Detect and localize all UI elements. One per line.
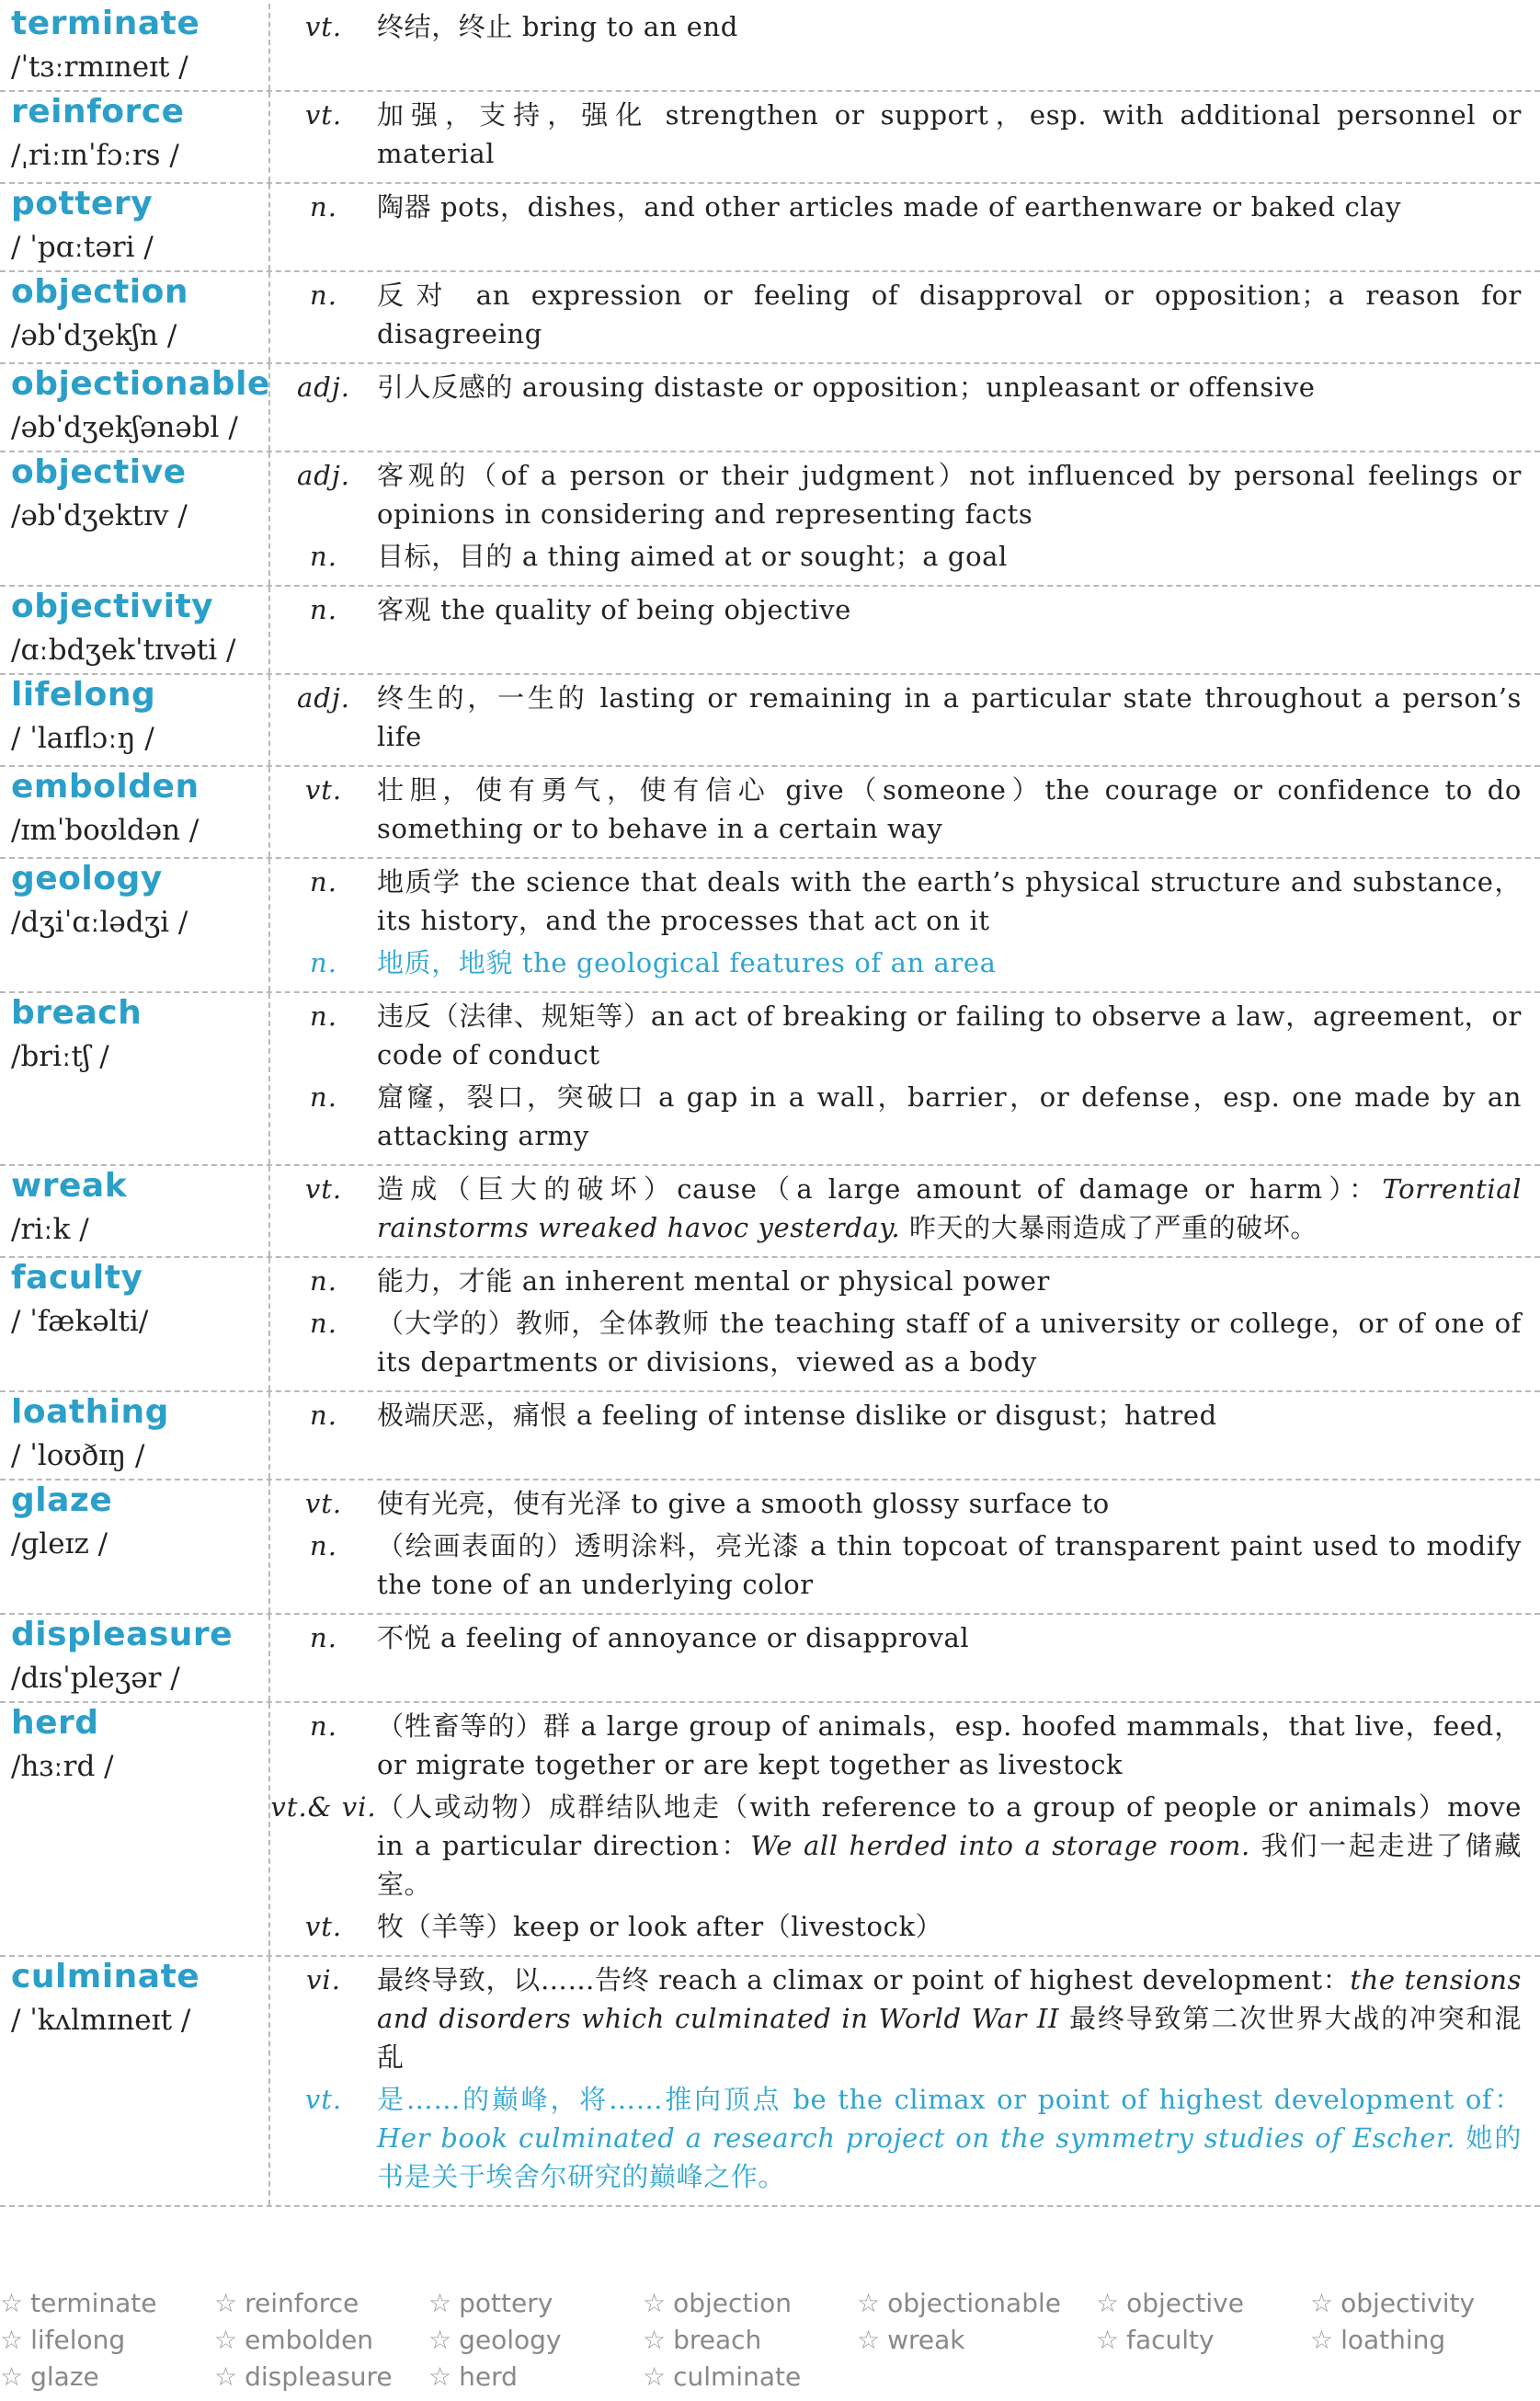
- definition: [377, 272, 1522, 353]
- index-word: geology: [459, 2325, 562, 2355]
- headword: loathing: [11, 1393, 169, 1431]
- definition: [377, 993, 1522, 1074]
- definition: [377, 940, 1522, 982]
- index-item[interactable]: [0, 2361, 99, 2392]
- definition: [377, 587, 1522, 629]
- headword: objective: [11, 453, 187, 491]
- sense: [270, 2076, 1522, 2196]
- example-sentence: the tensions and disorders which culminated in World War II: [377, 1964, 1522, 2034]
- phonetic: /ˌriːɪnˈfɔːrs /: [11, 139, 179, 172]
- definition: [377, 1615, 1522, 1657]
- definition-text: 地质，地貌 the geological features of an area: [377, 947, 997, 978]
- index-item[interactable]: [0, 2288, 157, 2318]
- index-item[interactable]: [643, 2325, 761, 2355]
- entry-headword-cell: [0, 1166, 270, 1256]
- index-word: loathing: [1340, 2325, 1446, 2355]
- part-of-speech: vt.: [304, 1488, 343, 1519]
- definition: [377, 452, 1522, 533]
- entry-row: [0, 1166, 1540, 1258]
- part-of-speech: adj.: [296, 682, 351, 714]
- sense: [270, 184, 1522, 226]
- example-translation: 最终导致第二次世界大战的冲突和混乱: [377, 2003, 1523, 2073]
- star-icon: ☆: [0, 2325, 24, 2355]
- definition-text: 客观的（of a person or their judgment）not influenced by personal feelings or opinions in considering and representing facts: [377, 460, 1522, 530]
- entry-list: [0, 4, 1540, 2207]
- entry-headword-cell: [0, 1258, 270, 1390]
- part-of-speech: n.: [310, 1530, 337, 1561]
- definition: [377, 2076, 1522, 2196]
- part-of-speech: vt.& vi.: [270, 1791, 377, 1823]
- phonetic: /dɪsˈpleʒər /: [11, 1662, 180, 1695]
- entry-headword-cell: [0, 767, 270, 857]
- sense: [270, 1481, 1522, 1523]
- entry-row: [0, 1258, 1540, 1392]
- index-word: embolden: [245, 2325, 374, 2355]
- star-icon: ☆: [1096, 2325, 1120, 2355]
- part-of-speech: n.: [310, 1081, 337, 1113]
- phonetic: /ˈtɜːrmɪneɪt /: [11, 51, 188, 84]
- entry-row: [0, 4, 1540, 92]
- index-item[interactable]: [0, 2325, 125, 2355]
- definition-text: 引人反感的 arousing distaste or opposition；unpleasant or offensive: [377, 372, 1316, 403]
- sense: [270, 364, 1522, 406]
- definition: [377, 1300, 1522, 1381]
- part-of-speech: vt.: [304, 774, 343, 806]
- example-sentence: Torrential rainstorms wreaked havoc yesterday.: [377, 1173, 1522, 1243]
- sense: [270, 1957, 1522, 2076]
- headword: terminate: [11, 5, 200, 42]
- entry-headword-cell: [0, 4, 270, 90]
- senses-cell: [270, 1615, 1540, 1701]
- phonetic: / ˈkʌlmɪneɪt /: [11, 2004, 191, 2037]
- entry-headword-cell: [0, 272, 270, 362]
- star-icon: ☆: [643, 2288, 667, 2318]
- part-of-speech: n.: [310, 866, 337, 898]
- sense: [270, 993, 1522, 1074]
- index-word: objection: [673, 2288, 793, 2318]
- phonetic: /ɑːbdʒekˈtɪvəti /: [11, 634, 236, 667]
- definition-text: （人或动物）成群结队地走（with reference to a group of people or animals）move in a particular direction：: [377, 1791, 1522, 1861]
- entry-row: [0, 92, 1540, 184]
- index-word: objectionable: [887, 2288, 1061, 2318]
- phonetic: /riːk /: [11, 1213, 89, 1246]
- definition: [377, 1904, 1522, 1946]
- sense: [270, 4, 1522, 46]
- star-icon: ☆: [1310, 2325, 1334, 2355]
- headword: reinforce: [11, 93, 185, 131]
- part-of-speech: n.: [310, 1622, 337, 1653]
- senses-cell: [270, 452, 1540, 585]
- sense: [270, 859, 1522, 940]
- senses-cell: [270, 1957, 1540, 2205]
- headword: objection: [11, 273, 189, 311]
- part-of-speech: n.: [310, 1710, 337, 1742]
- definition-text: 违反（法律、规矩等）an act of breaking or failing to observe a law，agreement，or code of conduct: [377, 1000, 1522, 1070]
- definition: [377, 1392, 1522, 1435]
- sense: [270, 1904, 1522, 1946]
- star-icon: ☆: [214, 2288, 238, 2318]
- star-icon: ☆: [0, 2361, 24, 2392]
- entry-headword-cell: [0, 587, 270, 673]
- index-item[interactable]: [214, 2288, 359, 2318]
- headword: breach: [11, 994, 143, 1032]
- sense: [270, 940, 1522, 982]
- definition-text: 客观 the quality of being objective: [377, 594, 851, 625]
- definition-text: 使有光亮，使有光泽 to give a smooth glossy surface to: [377, 1488, 1110, 1519]
- headword: herd: [11, 1704, 99, 1742]
- sense: [270, 1784, 1522, 1904]
- part-of-speech: n.: [310, 191, 337, 223]
- index-item[interactable]: [428, 2361, 518, 2392]
- definition: [377, 1703, 1522, 1784]
- entry-row: [0, 364, 1540, 452]
- senses-cell: [270, 993, 1540, 1164]
- definition: [377, 92, 1522, 173]
- entry-row: [0, 675, 1540, 767]
- index-word: glaze: [30, 2361, 99, 2392]
- senses-cell: [270, 92, 1540, 182]
- entry-headword-cell: [0, 1481, 270, 1613]
- senses-cell: [270, 184, 1540, 270]
- part-of-speech: vt.: [304, 99, 343, 131]
- headword: objectivity: [11, 588, 214, 625]
- senses-cell: [270, 1258, 1540, 1390]
- index-word: culminate: [673, 2361, 802, 2392]
- definition-text: 终结，终止 bring to an end: [377, 11, 738, 42]
- headword: pottery: [11, 185, 154, 223]
- index-word: wreak: [887, 2325, 965, 2355]
- part-of-speech: n.: [310, 1400, 337, 1431]
- definition: [377, 859, 1522, 940]
- sense: [270, 92, 1522, 173]
- senses-cell: [270, 587, 1540, 673]
- entry-headword-cell: [0, 1392, 270, 1479]
- sense: [270, 1258, 1522, 1300]
- sense: [270, 533, 1522, 576]
- definition: [377, 1258, 1522, 1300]
- senses-cell: [270, 767, 1540, 857]
- definition: [377, 184, 1522, 226]
- definition-text: 目标，目的 a thing aimed at or sought；a goal: [377, 541, 1008, 572]
- star-icon: ☆: [428, 2288, 452, 2318]
- index-word: herd: [459, 2361, 518, 2392]
- headword: faculty: [11, 1259, 143, 1297]
- definition: [377, 767, 1522, 848]
- headword: glaze: [11, 1481, 113, 1519]
- sense: [270, 1300, 1522, 1381]
- headword: embolden: [11, 768, 200, 806]
- definition-text: 地质学 the science that deals with the earth’s physical structure and substance，its history，and the processes that act on it: [377, 866, 1522, 936]
- star-icon: ☆: [428, 2325, 452, 2355]
- sense: [270, 1166, 1522, 1247]
- definition-text: 壮胆，使有勇气，使有信心 give（someone）the courage or confidence to do something or to behave in a certain way: [377, 774, 1522, 844]
- star-icon: ☆: [643, 2361, 667, 2392]
- entry-row: [0, 184, 1540, 272]
- entry-headword-cell: [0, 92, 270, 182]
- phonetic: / ˈpɑːtəri /: [11, 231, 154, 264]
- index-item[interactable]: [643, 2361, 801, 2392]
- sense: [270, 1392, 1522, 1435]
- star-icon: ☆: [857, 2325, 881, 2355]
- senses-cell: [270, 1703, 1540, 1955]
- star-icon: ☆: [1310, 2288, 1334, 2318]
- part-of-speech: n.: [310, 1265, 337, 1297]
- senses-cell: [270, 859, 1540, 991]
- index-word: breach: [673, 2325, 762, 2355]
- phonetic: /ɡleɪz /: [11, 1527, 108, 1561]
- definition: [377, 1481, 1522, 1523]
- sense: [270, 452, 1522, 533]
- entry-row: [0, 1703, 1540, 1957]
- index-item[interactable]: [1310, 2288, 1475, 2318]
- sense: [270, 272, 1522, 353]
- phonetic: /ɪmˈboʊldən /: [11, 814, 200, 847]
- entry-row: [0, 1615, 1540, 1703]
- definition-text: 最终导致，以……告终 reach a climax or point of highest development：: [377, 1964, 1351, 1995]
- index-word: reinforce: [245, 2288, 359, 2318]
- definition-text: 极端厌恶，痛恨 a feeling of intense dislike or disgust；hatred: [377, 1400, 1217, 1431]
- part-of-speech: n.: [310, 541, 337, 572]
- phonetic: /dʒiˈɑːlədʒi /: [11, 906, 188, 939]
- entry-headword-cell: [0, 1703, 270, 1955]
- part-of-speech: vi.: [306, 1964, 341, 1995]
- senses-cell: [270, 364, 1540, 451]
- index-word: lifelong: [30, 2325, 126, 2355]
- definition-text: 是……的巅峰，将……推向顶点 be the climax or point of highest development of：: [377, 2084, 1522, 2115]
- phonetic: /əbˈdʒektɪv /: [11, 499, 188, 532]
- definition: [377, 364, 1522, 406]
- definition: [377, 1523, 1522, 1604]
- star-icon: ☆: [1096, 2288, 1120, 2318]
- senses-cell: [270, 4, 1540, 90]
- phonetic: /əbˈdʒekʃənəbl /: [11, 411, 238, 444]
- index-item[interactable]: [214, 2361, 393, 2392]
- sense: [270, 767, 1522, 848]
- senses-cell: [270, 1166, 1540, 1256]
- entry-headword-cell: [0, 1957, 270, 2205]
- definition: [377, 4, 1522, 46]
- part-of-speech: n.: [310, 1000, 337, 1032]
- part-of-speech: adj.: [296, 372, 351, 403]
- star-icon: ☆: [643, 2325, 667, 2355]
- part-of-speech: n.: [310, 947, 337, 978]
- example-translation: 我们一起走进了储藏室。: [377, 1830, 1522, 1900]
- definition: [377, 675, 1522, 756]
- definition-text: 终生的，一生的 lasting or remaining in a particular state throughout a person’s life: [377, 682, 1522, 752]
- star-icon: ☆: [857, 2288, 881, 2318]
- part-of-speech: vt.: [304, 1911, 343, 1942]
- definition-text: 牧（羊等）keep or look after（livestock）: [377, 1911, 943, 1942]
- example-sentence: Her book culminated a research project on the symmetry studies of Escher.: [377, 2122, 1456, 2154]
- definition: [377, 1074, 1522, 1155]
- word-index: [0, 2288, 1540, 2401]
- entry-headword-cell: [0, 859, 270, 991]
- star-icon: ☆: [0, 2288, 24, 2318]
- part-of-speech: vt.: [304, 11, 343, 42]
- definition: [377, 1957, 1522, 2076]
- index-word: faculty: [1126, 2325, 1215, 2355]
- phonetic: /hɜːrd /: [11, 1750, 114, 1783]
- index-item[interactable]: [214, 2325, 373, 2355]
- index-item[interactable]: [643, 2288, 792, 2318]
- headword: lifelong: [11, 676, 156, 714]
- part-of-speech: vt.: [304, 2084, 343, 2115]
- definition-text: 窟窿，裂口，突破口 a gap in a wall，barrier，or defense，esp. one made by an attacking army: [377, 1081, 1522, 1151]
- phonetic: /əbˈdʒekʃn /: [11, 319, 177, 352]
- definition-text: 陶器 pots，dishes，and other articles made of earthenware or baked clay: [377, 191, 1402, 223]
- part-of-speech: n.: [310, 280, 337, 311]
- entry-row: [0, 587, 1540, 675]
- index-word: displeasure: [245, 2361, 393, 2392]
- definition: [377, 533, 1522, 576]
- index-item[interactable]: [1310, 2325, 1445, 2355]
- index-word: objective: [1126, 2288, 1244, 2318]
- index-item[interactable]: [428, 2325, 562, 2355]
- part-of-speech: n.: [310, 594, 337, 625]
- headword: culminate: [11, 1958, 200, 1995]
- entry-headword-cell: [0, 1615, 270, 1701]
- entry-row: [0, 452, 1540, 587]
- entry-headword-cell: [0, 993, 270, 1164]
- sense: [270, 1523, 1522, 1604]
- headword: displeasure: [11, 1616, 234, 1653]
- entry-row: [0, 1481, 1540, 1615]
- sense: [270, 675, 1522, 756]
- index-word: terminate: [30, 2288, 157, 2318]
- index-item[interactable]: [857, 2325, 965, 2355]
- entry-headword-cell: [0, 675, 270, 765]
- index-item[interactable]: [1096, 2288, 1244, 2318]
- index-word: objectivity: [1340, 2288, 1476, 2318]
- definition: [377, 1166, 1522, 1247]
- phonetic: /briːtʃ /: [11, 1040, 109, 1073]
- entry-row: [0, 272, 1540, 364]
- star-icon: ☆: [428, 2361, 452, 2392]
- star-icon: ☆: [214, 2361, 238, 2392]
- phonetic: / ˈfækəlti/: [11, 1305, 149, 1338]
- index-item[interactable]: [1096, 2325, 1215, 2355]
- sense: [270, 587, 1522, 629]
- example-translation: 她的书是关于埃舍尔研究的巅峰之作。: [377, 2122, 1522, 2192]
- entry-headword-cell: [0, 364, 270, 451]
- senses-cell: [270, 675, 1540, 765]
- definition: [377, 1784, 1522, 1904]
- example-translation: 昨天的大暴雨造成了严重的破坏。: [900, 1212, 1318, 1243]
- sense: [270, 1703, 1522, 1784]
- entry-headword-cell: [0, 452, 270, 585]
- definition-text: 不悦 a feeling of annoyance or disapproval: [377, 1622, 970, 1653]
- headword: geology: [11, 860, 163, 898]
- senses-cell: [270, 272, 1540, 362]
- definition-text: （大学的）教师，全体教师 the teaching staff of a university or college，or of one of its departments or divisions，viewed as a body: [377, 1308, 1522, 1378]
- entry-row: [0, 859, 1540, 993]
- definition-text: 反对 an expression or feeling of disapproval or opposition；a reason for disagreeing: [377, 280, 1522, 349]
- entry-row: [0, 993, 1540, 1166]
- index-item[interactable]: [428, 2288, 553, 2318]
- definition-text: 造成（巨大的破坏）cause（a large amount of damage or harm）：: [377, 1173, 1383, 1205]
- index-word: pottery: [459, 2288, 553, 2318]
- headword: wreak: [11, 1167, 128, 1205]
- senses-cell: [270, 1392, 1540, 1479]
- part-of-speech: vt.: [304, 1173, 343, 1205]
- index-item[interactable]: [857, 2288, 1061, 2318]
- example-sentence: We all herded into a storage room.: [750, 1830, 1250, 1861]
- senses-cell: [270, 1481, 1540, 1613]
- phonetic: / ˈloʊðɪŋ /: [11, 1439, 145, 1472]
- part-of-speech: n.: [310, 1308, 337, 1339]
- star-icon: ☆: [214, 2325, 238, 2355]
- definition-text: （绘画表面的）透明涂料，亮光漆 a thin topcoat of transparent paint used to modify the tone of an underlying color: [377, 1530, 1522, 1600]
- sense: [270, 1615, 1522, 1657]
- headword: objectionable: [11, 365, 270, 403]
- entry-row: [0, 767, 1540, 859]
- entry-headword-cell: [0, 184, 270, 270]
- part-of-speech: adj.: [296, 460, 351, 491]
- entry-row: [0, 1957, 1540, 2207]
- definition-text: （牲畜等的）群 a large group of animals，esp. hoofed mammals，that live，feed，or migrate together or are kept together as livestock: [377, 1710, 1522, 1780]
- entry-row: [0, 1392, 1540, 1481]
- phonetic: / ˈlaɪflɔːŋ /: [11, 722, 154, 755]
- definition-text: 能力，才能 an inherent mental or physical power: [377, 1265, 1050, 1297]
- definition-text: 加强，支持，强化 strengthen or support，esp. with additional personnel or material: [377, 99, 1522, 169]
- sense: [270, 1074, 1522, 1155]
